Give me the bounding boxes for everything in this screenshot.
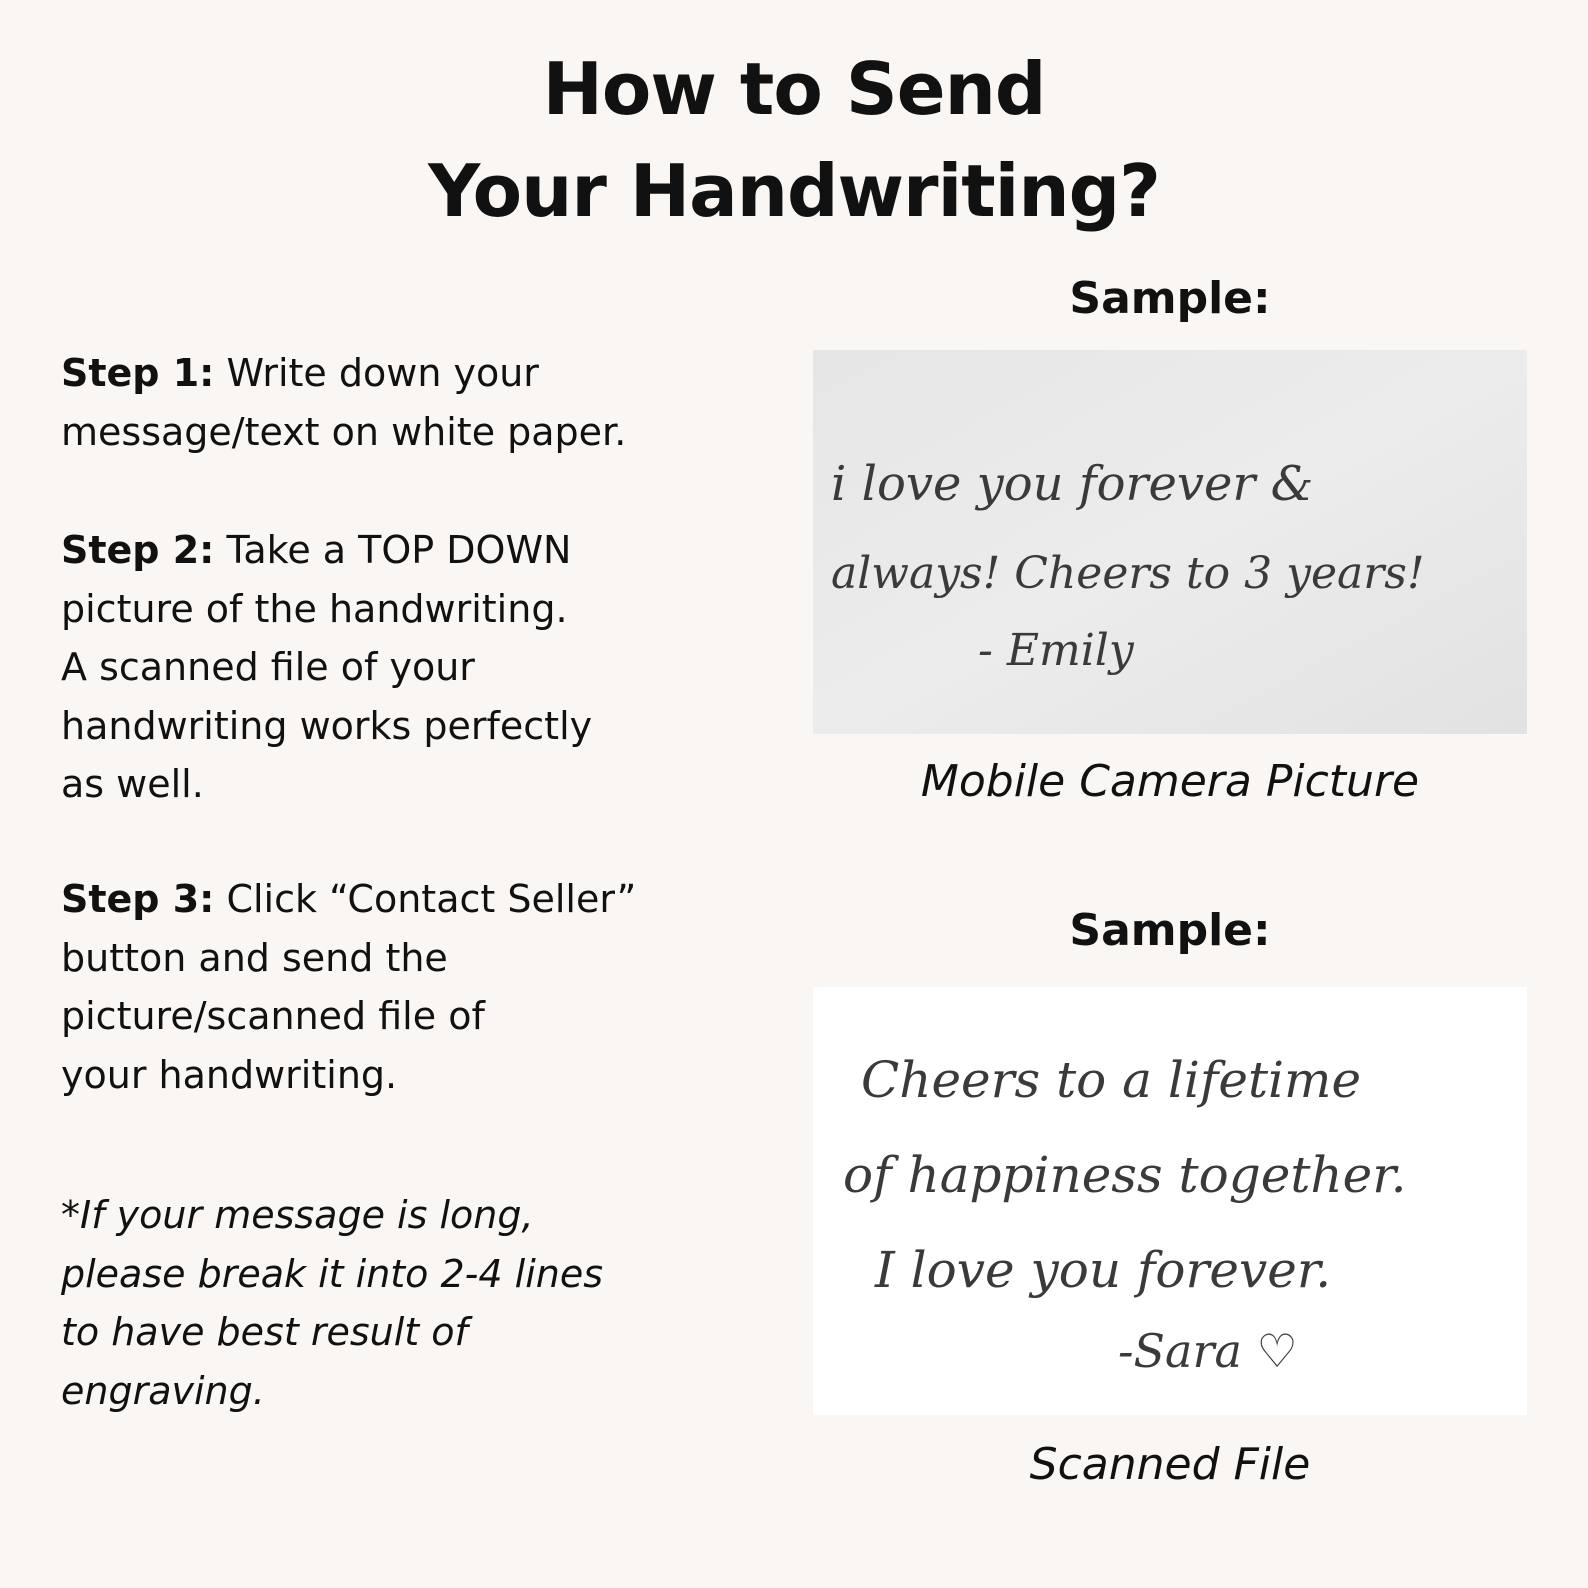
scanned-file-sample-image — [813, 987, 1527, 1415]
step-2-line-4: handwriting works perfectly — [61, 703, 593, 748]
step-2 — [61, 521, 592, 814]
step-2-line-3: A scanned file of your — [61, 645, 475, 689]
step-3-line-3: picture/scanned file of — [61, 994, 485, 1038]
step-3-label: Step 3: — [61, 877, 215, 921]
scan-handwriting-line-2: of happiness together. — [843, 1146, 1407, 1204]
sample-2-caption: Scanned File — [1029, 1439, 1311, 1490]
note-line-1: *If your message is long, — [61, 1193, 534, 1237]
mobile-camera-sample-image — [813, 350, 1527, 734]
step-2-line-1: Take a TOP DOWN — [226, 528, 572, 572]
note-line-4: engraving. — [61, 1368, 265, 1413]
step-3-line-1: Click “Contact Seller” — [226, 877, 637, 921]
step-3-line-4: your handwriting. — [61, 1052, 398, 1097]
scan-handwriting-line-1: Cheers to a lifetime — [861, 1051, 1362, 1109]
step-2-line-2: picture of the handwriting. — [61, 586, 568, 631]
page-title — [0, 38, 1588, 242]
scan-handwriting-line-4: -Sara ♡ — [1118, 1324, 1298, 1378]
note-line-3: to have best result of — [61, 1310, 468, 1354]
step-1-line-2: message/text on white paper. — [61, 409, 627, 454]
step-3-line-2: button and send the — [61, 935, 448, 980]
step-1 — [61, 344, 626, 461]
sample-1-label: Sample: — [1069, 273, 1271, 324]
note-line-2: please break it into 2-4 lines — [61, 1251, 604, 1296]
title-line-1: How to Send — [542, 47, 1046, 131]
sample-1-caption: Mobile Camera Picture — [920, 756, 1420, 807]
step-3 — [61, 870, 636, 1104]
photo-handwriting-line-2: always! Cheers to 3 years! — [831, 548, 1425, 599]
long-message-note — [61, 1186, 603, 1420]
photo-handwriting-line-1: i love you forever & — [831, 456, 1314, 512]
step-1-line-1: Write down your — [226, 351, 539, 395]
step-2-label: Step 2: — [61, 528, 215, 572]
title-line-2: Your Handwriting? — [428, 149, 1160, 233]
scan-handwriting-line-3: I love you forever. — [875, 1241, 1332, 1299]
step-2-line-5: as well. — [61, 762, 204, 806]
photo-handwriting-line-3: - Emily — [978, 625, 1134, 676]
sample-2-label: Sample: — [1069, 905, 1271, 956]
step-1-label: Step 1: — [61, 351, 215, 395]
